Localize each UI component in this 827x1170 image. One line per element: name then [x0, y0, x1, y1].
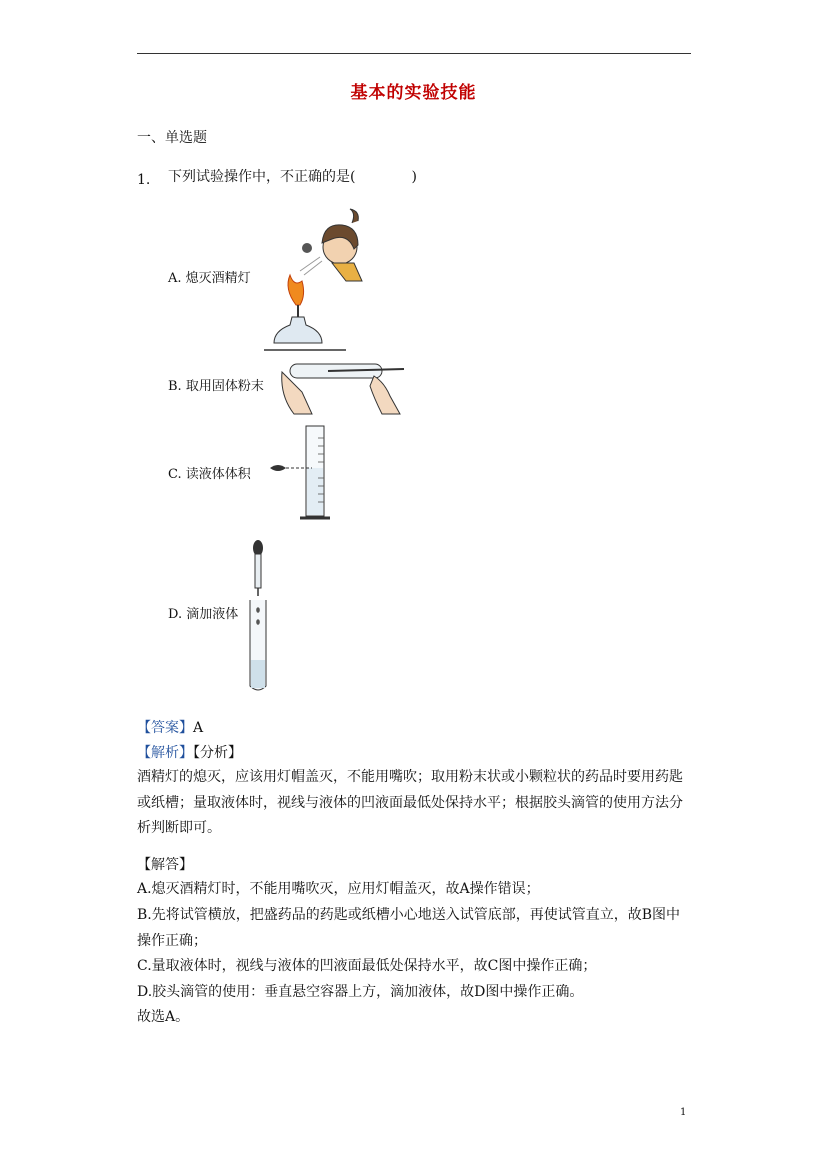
- option-d-label: D.: [168, 607, 183, 622]
- question-stem: 下列试验操作中，不正确的是( ): [168, 169, 417, 185]
- option-b: [168, 378, 264, 396]
- option-c-label: C.: [168, 467, 182, 482]
- figure-dropping-liquid: [244, 538, 274, 694]
- option-a-label: A.: [168, 271, 182, 286]
- page-title: 基本的实验技能: [350, 83, 477, 103]
- option-a: [168, 270, 251, 288]
- question-number: 1.: [137, 172, 151, 188]
- option-c-text: 读液体体积: [185, 467, 251, 482]
- solution-line-c: C.量取液体时，视线与液体的凹液面最低处保持水平，故C图中操作正确；: [137, 958, 597, 974]
- solution-line-d: D.胶头滴管的使用：垂直悬空容器上方，滴加液体，故D图中操作正确。: [137, 984, 584, 1000]
- answer-tag: 【答案】: [137, 720, 193, 736]
- analysis-tag: 【解析】: [137, 745, 193, 761]
- option-d-text: 滴加液体: [186, 607, 239, 622]
- solution-line-a: A.熄灭酒精灯时，不能用嘴吹灭，应用灯帽盖灭，故A操作错误；: [137, 881, 540, 897]
- header-rule: [137, 53, 691, 54]
- answer-line: [137, 719, 203, 737]
- page-number: 1: [680, 1107, 687, 1118]
- solution-tag: 【解答】: [137, 857, 193, 873]
- solution-line-b: B.先将试管横放，把盛药品的药匙或纸槽小心地送入试管底部，再使试管直立，故B图中操作正确；: [137, 907, 681, 949]
- solution-conclusion: 故选A。: [137, 1009, 190, 1025]
- analysis-sub-tag: 【分析】: [193, 745, 242, 761]
- analysis-heading: [137, 744, 242, 762]
- option-c: [168, 466, 251, 484]
- option-b-text: 取用固体粉末: [185, 379, 264, 394]
- answer-value: A: [193, 720, 204, 736]
- analysis-text: 酒精灯的熄灭，应该用灯帽盖灭，不能用嘴吹；取用粉末状或小颗粒状的药品时要用药匙或纸槽；量取液体时，视线与液体的凹液面最低处保持水平；根据胶头滴管的使用方法分析判断即可。: [137, 769, 683, 836]
- option-a-text: 熄灭酒精灯: [185, 271, 251, 286]
- option-d: [168, 606, 238, 624]
- section-heading: 一、单选题: [137, 130, 207, 146]
- figure-reading-volume: [262, 424, 342, 524]
- figure-blowing-alcohol-lamp: [262, 205, 372, 353]
- figure-taking-powder: [278, 352, 408, 418]
- option-b-label: B.: [168, 379, 182, 394]
